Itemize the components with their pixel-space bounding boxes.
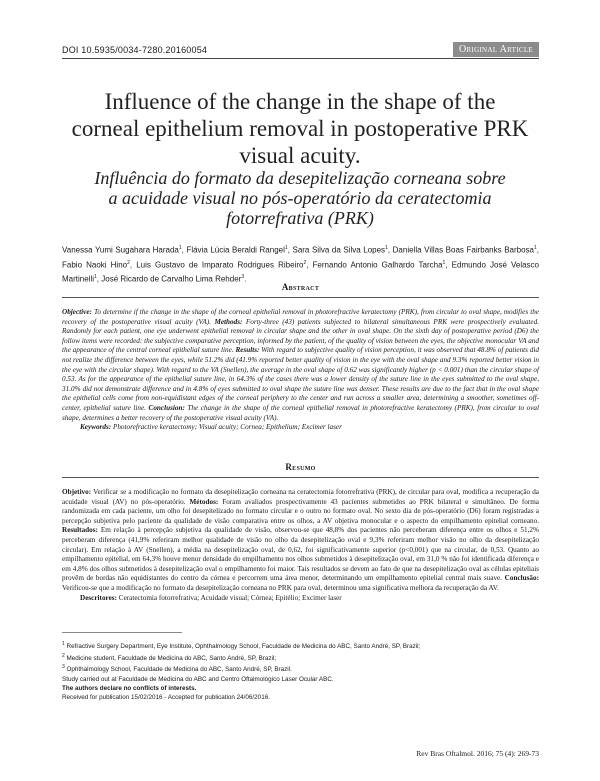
author-affiliation-mark: 1 — [94, 274, 97, 281]
affiliation — [62, 640, 539, 652]
author-list: Vanessa Yumi Sugahara Harada$^1$, Flávia Lúcia Beraldi Rangel$^1$, Sara Silva da Silva Lopes$^1$, Daniella Villas Boas Fairbanks Barbosa$^1$, Fabio Naoki Hino$^2$, Luis Gustavo de Imparato Rodrigues Ribeiro$^2$, Fernando Antonio Galhardo Tarcha$^1$, Edmundo José Velasco Martinelli$^1$, José Ricardo de Carvalho Lima Rehder$^3$. — [62, 245, 540, 284]
affiliation-text: Refractive Surgery Department, Eye Institute, Ophthalmology School, Faculdade de Medicina do ABC, Santo André, SP, Brazil; — [66, 643, 421, 651]
resumo-results: Em relação à percepção subjetiva da qualidade de visão, observou-se que 48,8% dos pacientes não perceberam diferença entre os olhos e 51,2% perceberam diferença (41,9% referiram melhor qualidade de visão no olho da desepitelização oval e 9,3% referiram melhor visão no olho da desepitelização circular). Em relação à AV (Snellen), a média na desepitelização oval, de 0,62, foi significativamente superior (p<0,001) que na circular, de 0,53. Quanto ao empilhamento epitelial, em 64,3% houve menor densidade do empilhamento nos olhos submetidos à desepitelização oval, em 31,0 % não foi identificada diferença e em 4,8% dos olhos submetidos à desepitelização oval o empilhamento foi maior. Tais resultados se devem ao fato de que na desepitelização oval as células epiteliais provêm de bordas não equidistantes do centro da córnea e percorrem uma área menor, determinando um empilhamento epitelial central mais suave. — [62, 526, 539, 583]
abstract-methods-label: Methods: — [214, 317, 243, 326]
author-affiliation-mark: 2 — [127, 259, 130, 266]
affiliation-text: Ophthalmology School, Faculdade de Medicina do ABC, Santo André, SP, Brazil. — [66, 666, 292, 674]
author-affiliation-mark: 2 — [303, 259, 307, 266]
abstract-rule — [62, 297, 539, 298]
affiliation-number: 2 — [62, 652, 65, 659]
abstract-keywords: Photorefractive keratectomy; Visual acuity; Cornea; Epithelium; Excimer laser — [111, 423, 342, 432]
author: José Ricardo de Carvalho Lima Rehder — [101, 274, 242, 284]
abstract-results-label: Results: — [235, 346, 260, 355]
author: Vanessa Yumi Sugahara Harada — [62, 245, 179, 255]
abstract-objective: To determine if the change in the shape of the corneal epithelial removal in photorefractive keratectomy (PRK), from circular to oval shape, modifies the recovery of the postoperative visual acuity (VA). — [62, 308, 539, 326]
author: Flávia Lúcia Beraldi Rangel — [186, 245, 285, 255]
article-type-badge: Original Article — [453, 42, 539, 57]
title-english: Influence of the change in the shape of the corneal epithelium removal in postoperative PRK visual acuity. — [71, 89, 529, 168]
author: Edmundo José Velasco Martinelli — [62, 260, 540, 284]
author-affiliation-mark: 1 — [178, 245, 182, 251]
affiliation-number: 1 — [62, 641, 65, 647]
abstract-results: With regard to subjective quality of vision perception, it was observed that 48.8% of patients did not realize the difference between the eyes, while 51.2% did (41.9% reported better quality of vision in the eye with the oval shape and 9.3% reported better vision in the eye with the circular shape). With regard to the VA (Snellen), the average in the oval shape of 0.62 was significantly higher (p < 0.001) than the circular shape of 0.53. As for the appearance of the epithelial suture line, in 64.3% of the cases there was a lower density of the suture line in the eyes submitted to the oval shape, 31.0% did not demonstrate difference and in 4.8% of eyes submitted to oval shape the suture line was denser. These results are due to the fact that in the oval shape the epithelial cells come from non-equidistant edges of the corneal periphery to the center and run across a smaller area, determining a smoother, sometimes off-center, epithelial suture line. — [62, 346, 539, 412]
abstract-keywords-line — [62, 423, 539, 433]
journal-reference: Rev Bras Oftalmol. 2016; 75 (4): 269-73 — [416, 749, 539, 758]
resumo-methods-label: Métodos: — [189, 497, 219, 506]
affiliation — [62, 652, 539, 664]
resumo-keywords-line — [62, 594, 539, 604]
author-affiliation-mark: 3 — [241, 274, 245, 281]
abstract-body — [62, 308, 539, 433]
resumo-objective-label: Objetivo: — [62, 488, 92, 496]
conflicts-text: The authors declare no conflicts of interests. — [62, 684, 197, 692]
affiliations-block — [62, 640, 539, 703]
author: Daniella Villas Boas Fairbanks Barbosa — [392, 245, 534, 255]
abstract-conclusion-label: Conclusion: — [148, 403, 185, 412]
study-site-note: Study carried out at Faculdade de Medicina do ABC and Centro Oftalmológico Laser Ocular ABC. — [62, 675, 334, 683]
footnote-rule — [62, 632, 182, 633]
conflicts-note — [62, 684, 539, 693]
doi-label: DOI 10.5935/0034-7280.20160054 — [62, 45, 208, 55]
title-portuguese: Influência do formato da desepitelização corneana sobre a acuidade visual no pós-operatório da ceratectomia fotorrefrativa (PRK) — [94, 168, 506, 228]
author: Fabio Naoki Hino — [62, 260, 128, 270]
abstract-conclusion: The change in the shape of the corneal epithelial removal in photorefractive keratectomy (PRK), from circular to oval shape, determines a better recovery of the postoperative visual acuity (VA). — [62, 403, 540, 422]
author: Sara Silva da Silva Lopes — [292, 245, 386, 255]
author: Fernando Antonio Galhardo Tarcha — [312, 260, 443, 270]
abstract-heading: Abstract — [281, 282, 320, 292]
resumo-conclusion-label: Conclusão: — [504, 574, 540, 583]
resumo-body — [62, 488, 539, 603]
author: Luis Gustavo de Imparato Rodrigues Ribeiro — [136, 260, 304, 270]
resumo-objective: Verificar se a modificação no formato da desepitelização corneana na ceratectomia fotorrefrativa (PRK), de circular para oval, modifica a recuperação da acuidade visual (AV) no pós-operatório. — [62, 488, 539, 506]
resumo-conclusion: Verificou-se que a modificação no formato da desepitelização corneana no PRK para oval, determinou uma significativa melhora da recuperação da AV. — [62, 583, 499, 592]
resumo-keywords: Ceratectomia fotorrefrativa; Acuidade visual; Córnea; Epitélio; Excimer laser — [116, 593, 342, 602]
abstract-keywords-label: Keywords: — [80, 423, 112, 432]
resumo-rule — [62, 477, 539, 478]
resumo-heading: Resumo — [285, 462, 316, 472]
author-affiliation-mark: 1 — [385, 245, 388, 251]
header-rule — [62, 58, 539, 59]
resumo-keywords-label: Descritores: — [80, 593, 117, 602]
author-affiliation-mark: 1 — [442, 259, 446, 266]
affiliation — [62, 663, 539, 675]
author-affiliation-mark: 1 — [284, 245, 288, 251]
affiliation-number: 3 — [62, 664, 65, 670]
abstract-objective-label: Objective: — [62, 308, 92, 316]
resumo-methods: Foram avaliados prospectivamente 43 pacientes submetidos ao PRK bilateral e simultâneo. De forma randomizada em cada paciente, um olho foi desepitelizado no formato circular e o outro no formato oval. No sexto dia de pós-operatório (D6) foram registradas a percepção subjetiva pelo paciente da qualidade de visão comparativa entre os olhos, a AV objetiva monocular e o aspecto do empilhamento epitelial corneano. — [62, 497, 540, 525]
received-note: Received for publication 15/02/2016 - Accepted for publication 24/06/2016. — [62, 694, 270, 702]
author-affiliation-mark: 1 — [534, 245, 537, 251]
abstract-methods: Forty-three (43) patients subjected to bilateral simultaneous PRK were prospectively evaluated. Randomly for each patient, one eye underwent epithelial removal in circular shape and the other in oval shape. On the sixth day of postoperative period (D6) the follow items were recorded: the subjective comparative perception, informed by the patient, of the quality of vision between the eyes, the objective monocular VA and the appearance of the central corneal epithelial suture line. — [62, 317, 539, 355]
affiliation-text: Medicine student, Faculdade de Medicina do ABC, Santo André, SP, Brazil; — [66, 654, 277, 662]
resumo-results-label: Resultados: — [62, 526, 98, 535]
